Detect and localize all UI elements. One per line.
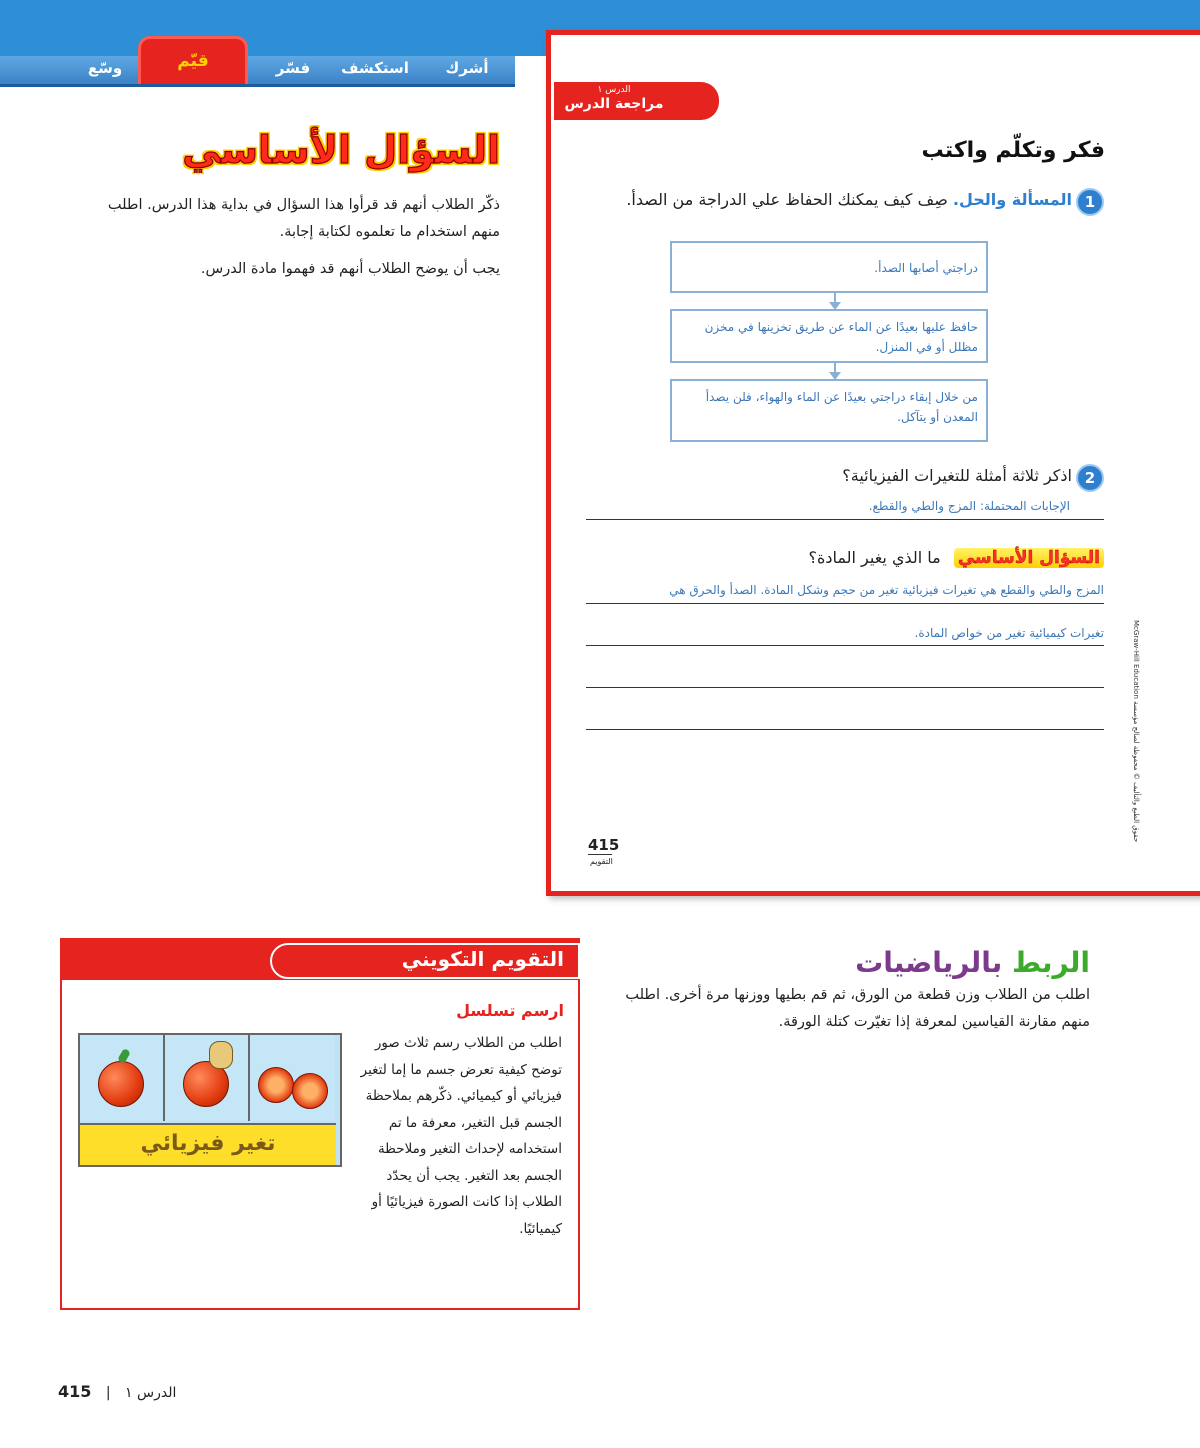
tab-explore[interactable]: استكشف (341, 59, 409, 77)
answer-line-2 (586, 645, 1104, 646)
essential-question-row (809, 545, 1104, 571)
hand-knife-icon (209, 1041, 233, 1069)
copyright-notice: McGraw-Hill Education حقوق الطبع والتأليف © محفوظة لصالح مؤسسة (1132, 620, 1140, 843)
question-1-number: 1 (1076, 188, 1104, 216)
essential-question-title: السؤال الأساسي (182, 128, 500, 172)
tab-extend[interactable]: وسّع (87, 59, 123, 77)
whole-fruit-image (98, 1061, 144, 1107)
physical-change-illustration (78, 1033, 342, 1167)
think-talk-write-heading: فكر وتكلّم واكتب (921, 138, 1105, 163)
essential-question-label: السؤال الأساسي (954, 548, 1104, 568)
answer-line-q2 (586, 519, 1104, 520)
question-2-text: اذكر ثلاثة أمثلة للتغيرات الفيزيائية؟ (842, 466, 1072, 485)
footer-page-number: 415 (58, 1382, 92, 1401)
cut-fruit-half-2 (292, 1073, 328, 1109)
lesson-label: الدرس ١ (597, 85, 631, 95)
tab-explain[interactable]: فسّر (275, 59, 311, 77)
essential-answer-line-1: المزج والطي والقطع هي تغيرات فيزيائية تغير من حجم وشكل المادة. الصدأ والحرق هي (669, 583, 1104, 597)
nav-tab-strip (0, 56, 515, 87)
footer-lesson: الدرس ١ (125, 1385, 177, 1401)
student-page-label: التقويم (590, 857, 613, 866)
math-connection-title (855, 946, 1090, 979)
page-footer (58, 1382, 176, 1401)
formative-title: التقويم التكويني (401, 947, 564, 971)
flow-box-1: دراجتي أصابها الصدأ. (670, 241, 988, 293)
footer-divider: | (105, 1385, 111, 1401)
question-1-text: صِف كيف يمكنك الحفاظ علي الدراجة من الصدأ. (626, 190, 948, 209)
lesson-review-title: مراجعة الدرس (564, 96, 664, 112)
question-1 (592, 187, 1072, 213)
illustration-panel-cutting (165, 1035, 250, 1121)
cut-fruit-half-1 (258, 1067, 294, 1103)
page-number-rule (588, 854, 612, 855)
question-1-label: المسألة والحل. (952, 190, 1072, 209)
answer-line-1 (586, 603, 1104, 604)
illustration-caption: تغير فيزيائي (140, 1131, 276, 1156)
formative-subtitle: ارسم تسلسل (456, 1001, 564, 1020)
flow-box-2: حافظ عليها بعيدًا عن الماء عن طريق تخزينها في مخزن مظلل أو في المنزل. (670, 309, 988, 363)
question-2-answer: الإجابات المحتملة: المزج والطي والقطع. (868, 499, 1070, 513)
formative-text: اطلب من الطلاب رسم ثلاث صور توضح كيفية تعرض جسم ما إما لتغير فيزيائي أو كيميائي. ذكّرهم بملاحظة الجسم قبل التغير، معرفة ما تم استخدامه لإحداث التغير وملاحظة الجسم بعد التغير. يجب أن يحدّد الطلاب إذا كانت الصورة فيزيائيًا أو كيميائيًا. (360, 1035, 562, 1237)
illustration-caption-bar (80, 1123, 336, 1165)
essential-answer-line-2: تغيرات كيميائية تغير من خواص المادة. (914, 626, 1104, 640)
teacher-paragraph-1: ذكّر الطلاب أنهم قد قرأوا هذا السؤال في بداية هذا الدرس. اطلب منهم استخدام ما تعلموه لكتابة إجابة. (107, 197, 500, 240)
essential-question-text: ما الذي يغير المادة؟ (808, 548, 941, 567)
lesson-review-ribbon (554, 82, 719, 120)
answer-line-4 (586, 729, 1104, 730)
question-2-number: 2 (1076, 464, 1104, 492)
teacher-paragraph-2: يجب أن يوضح الطلاب أنهم قد فهموا مادة الدرس. (200, 261, 500, 277)
tab-engage[interactable]: أشرك (445, 59, 489, 77)
illustration-panel-cut (250, 1035, 335, 1121)
math-title-connect: الربط (1011, 946, 1090, 979)
answer-line-3 (586, 687, 1104, 688)
student-page-number: 415 (588, 836, 620, 854)
math-title-math: بالرياضيات (855, 946, 1003, 979)
illustration-panel-whole (80, 1035, 165, 1121)
math-connection-text: اطلب من الطلاب وزن قطعة من الورق، ثم قم بطيها ووزنها مرة أخرى. اطلب منهم مقارنة القياسين لمعرفة إذا تغيّرت كتلة الورقة. (625, 987, 1090, 1030)
flow-box-3: من خلال إبقاء دراجتي بعيدًا عن الماء والهواء، فلن يصدأ المعدن أو يتآكل. (670, 379, 988, 442)
tab-evaluate-active[interactable]: قيّم (138, 36, 248, 84)
